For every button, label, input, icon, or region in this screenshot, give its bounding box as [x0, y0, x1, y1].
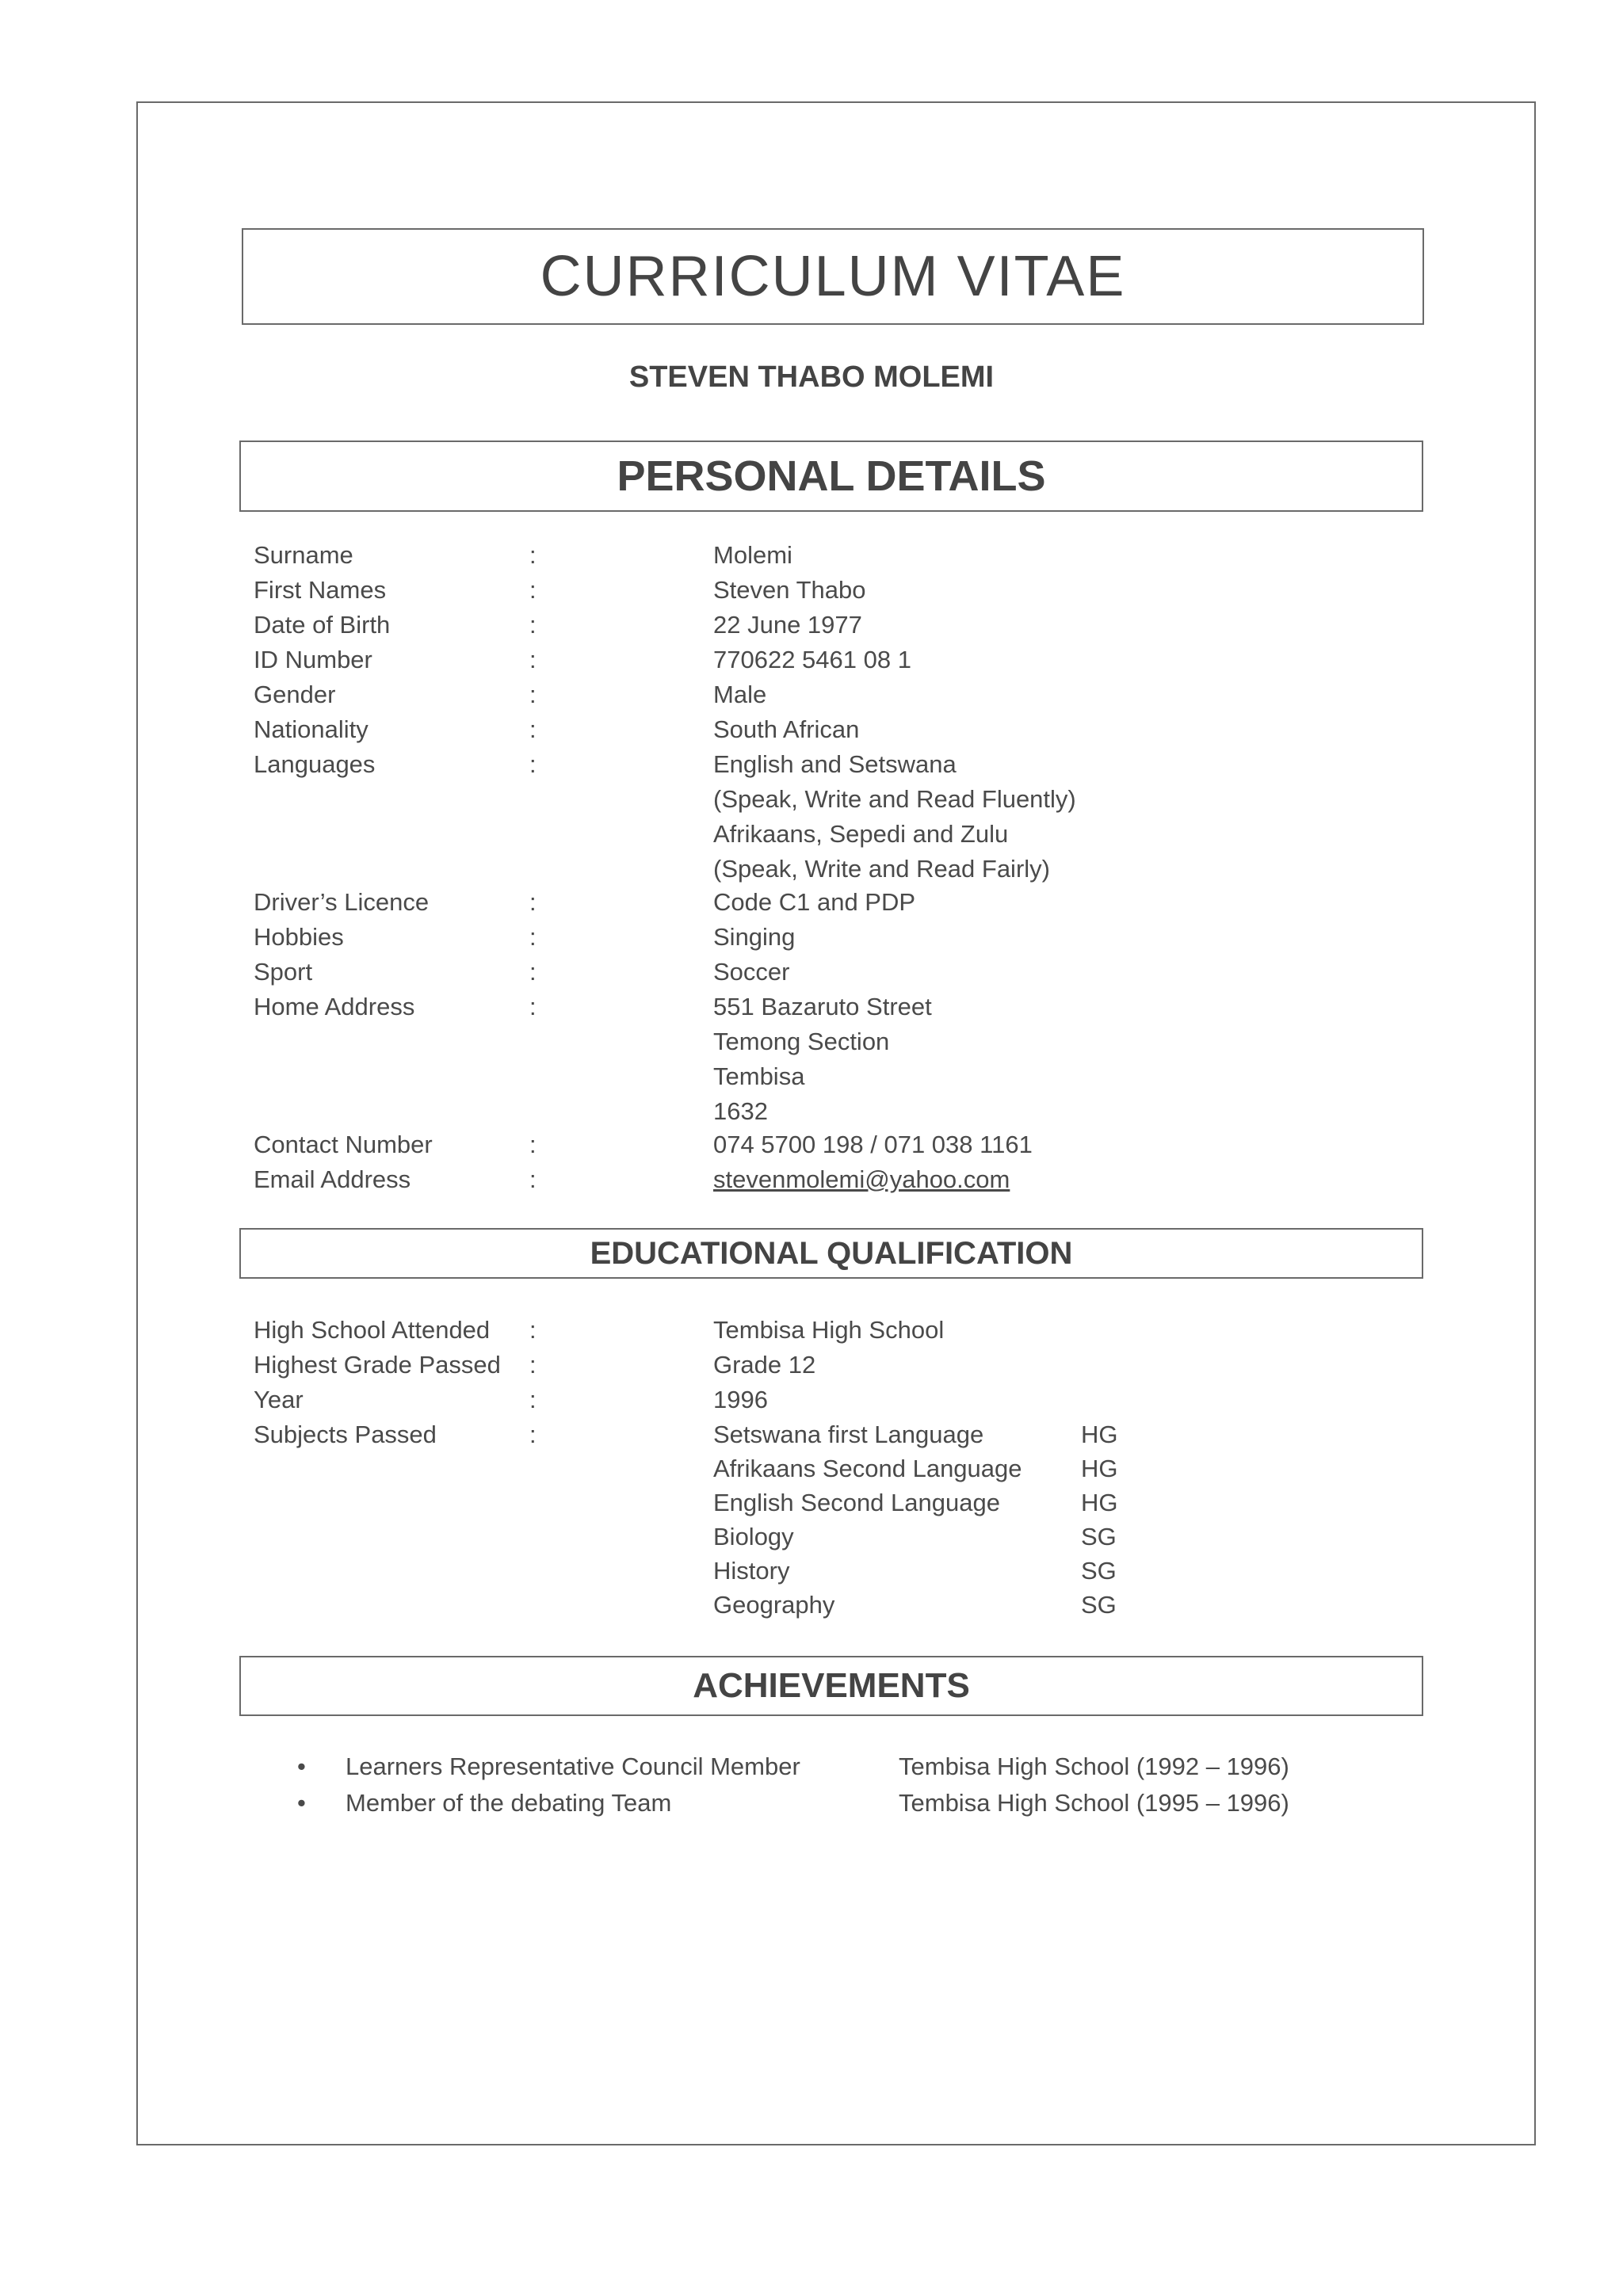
- subject-name: Geography: [713, 1591, 835, 1619]
- id-number-colon: :: [529, 646, 537, 673]
- education-title: EDUCATIONAL QUALIFICATION: [590, 1235, 1073, 1271]
- personal-details-title: PERSONAL DETAILS: [617, 452, 1046, 500]
- school-colon: :: [529, 1316, 537, 1344]
- languages-line: (Speak, Write and Read Fairly): [713, 855, 1050, 883]
- subject-name: Biology: [713, 1523, 794, 1550]
- subjects-colon: :: [529, 1421, 537, 1448]
- contact-colon: :: [529, 1131, 537, 1158]
- id-number-value: 770622 5461 08 1: [713, 646, 911, 673]
- address-line: 551 Bazaruto Street: [713, 993, 932, 1020]
- subjects-label: Subjects Passed: [254, 1421, 437, 1448]
- nationality-label: Nationality: [254, 715, 369, 743]
- dob-value: 22 June 1977: [713, 611, 862, 639]
- subject-grade: SG: [1081, 1591, 1117, 1619]
- nationality-colon: :: [529, 715, 537, 743]
- gender-colon: :: [529, 681, 537, 708]
- page-border: [136, 101, 1536, 2145]
- subject-grade: HG: [1081, 1455, 1118, 1482]
- languages-colon: :: [529, 750, 537, 778]
- gender-value: Male: [713, 681, 767, 708]
- licence-value: Code C1 and PDP: [713, 888, 916, 916]
- subject-name: History: [713, 1557, 790, 1585]
- grade-label: Highest Grade Passed: [254, 1351, 501, 1379]
- subject-grade: HG: [1081, 1421, 1118, 1448]
- contact-label: Contact Number: [254, 1131, 433, 1158]
- year-colon: :: [529, 1386, 537, 1413]
- languages-line: Afrikaans, Sepedi and Zulu: [713, 820, 1009, 848]
- licence-label: Driver’s Licence: [254, 888, 430, 916]
- subject-name: Setswana first Language: [713, 1421, 984, 1448]
- languages-line: (Speak, Write and Read Fluently): [713, 785, 1076, 813]
- dob-label: Date of Birth: [254, 611, 391, 639]
- hobbies-colon: :: [529, 923, 537, 951]
- candidate-name: STEVEN THABO MOLEMI: [628, 360, 995, 394]
- surname-value: Molemi: [713, 541, 792, 569]
- surname-colon: :: [529, 541, 537, 569]
- document-title: CURRICULUM VITAE: [540, 245, 1126, 308]
- title-box: [242, 228, 1424, 325]
- subject-grade: SG: [1081, 1557, 1117, 1585]
- grade-value: Grade 12: [713, 1351, 816, 1379]
- address-label: Home Address: [254, 993, 415, 1020]
- nationality-value: South African: [713, 715, 860, 743]
- sport-colon: :: [529, 958, 537, 986]
- year-label: Year: [254, 1386, 304, 1413]
- year-value: 1996: [713, 1386, 768, 1413]
- dob-colon: :: [529, 611, 537, 639]
- bullet-icon: •: [297, 1753, 306, 1780]
- address-line: Tembisa: [713, 1062, 805, 1090]
- address-colon: :: [529, 993, 537, 1020]
- achievement-school: Tembisa High School (1992 – 1996): [899, 1753, 1289, 1780]
- bullet-icon: •: [297, 1789, 306, 1817]
- achievement-label: Learners Representative Council Member: [346, 1753, 800, 1780]
- sport-value: Soccer: [713, 958, 790, 986]
- hobbies-label: Hobbies: [254, 923, 344, 951]
- first-names-value: Steven Thabo: [713, 576, 866, 604]
- subject-name: Afrikaans Second Language: [713, 1455, 1022, 1482]
- email-link[interactable]: stevenmolemi@yahoo.com: [713, 1165, 1010, 1193]
- gender-label: Gender: [254, 681, 336, 708]
- hobbies-value: Singing: [713, 923, 796, 951]
- languages-label: Languages: [254, 750, 376, 778]
- school-value: Tembisa High School: [713, 1316, 945, 1344]
- id-number-label: ID Number: [254, 646, 372, 673]
- personal-details-header: [239, 441, 1423, 512]
- contact-value: 074 5700 198 / 071 038 1161: [713, 1131, 1033, 1158]
- achievements-title: ACHIEVEMENTS: [693, 1666, 970, 1705]
- achievement-school: Tembisa High School (1995 – 1996): [899, 1789, 1289, 1817]
- languages-line: English and Setswana: [713, 750, 957, 778]
- email-colon: :: [529, 1165, 537, 1193]
- education-header: [239, 1228, 1423, 1279]
- address-line: Temong Section: [713, 1028, 890, 1055]
- grade-colon: :: [529, 1351, 537, 1379]
- subject-grade: HG: [1081, 1489, 1118, 1516]
- email-link-container: [713, 1165, 1010, 1194]
- address-line: 1632: [713, 1097, 768, 1125]
- surname-label: Surname: [254, 541, 353, 569]
- school-label: High School Attended: [254, 1316, 491, 1344]
- achievements-header: [239, 1656, 1423, 1716]
- first-names-colon: :: [529, 576, 537, 604]
- email-label: Email Address: [254, 1165, 411, 1193]
- achievement-label: Member of the debating Team: [346, 1789, 672, 1817]
- licence-colon: :: [529, 888, 537, 916]
- sport-label: Sport: [254, 958, 313, 986]
- subject-name: English Second Language: [713, 1489, 1000, 1516]
- subject-grade: SG: [1081, 1523, 1117, 1550]
- first-names-label: First Names: [254, 576, 387, 604]
